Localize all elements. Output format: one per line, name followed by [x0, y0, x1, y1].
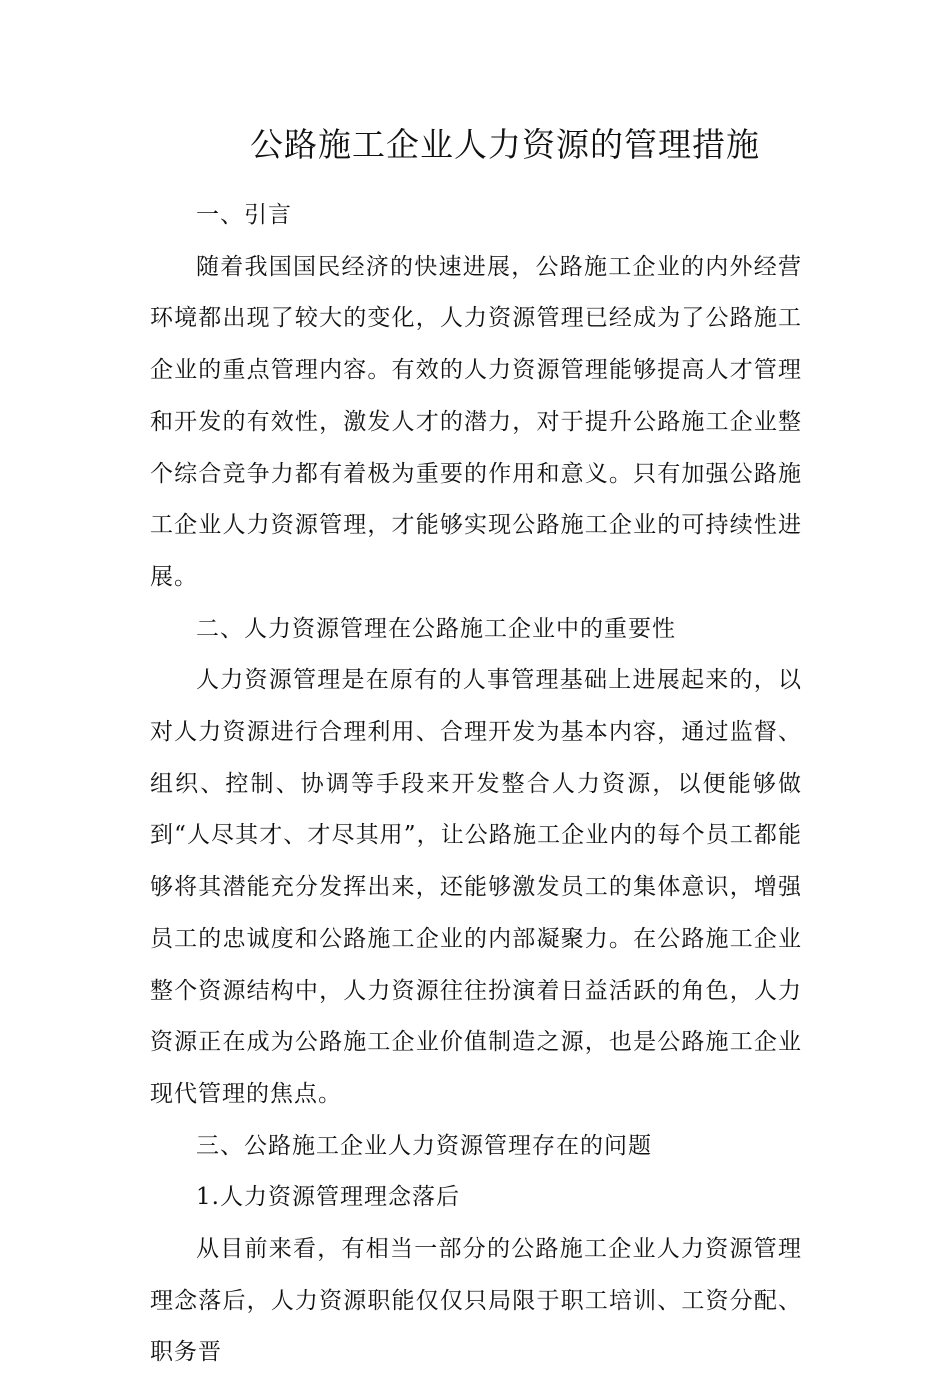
- subsection-heading-outdated-concepts: 1.人力资源管理理念落后: [196, 1184, 460, 1211]
- paragraph-importance: 人力资源管理是在原有的人事管理基础上进展起来的，以对人力资源进行合理利用、合理开发为基本内容，通过监督、组织、控制、协调等手段来开发整合人力资源，以便能够做到“人尽其才、才尽其用”，让公路施工企业内的每个员工都能够将其潜能充分发挥出来，还能够激发员工的集体意识，增强员工的忠诚度和公路施工企业的内部凝聚力。在公路施工企业整个资源结构中，人力资源往往扮演着日益活跃的角色，人力资源正在成为公路施工企业价值制造之源，也是公路施工企业现代管理的焦点。: [150, 667, 802, 1107]
- section-heading-introduction: 一、引言: [196, 202, 292, 228]
- document-body: [150, 190, 802, 1379]
- section-heading-problems: 三、公路施工企业人力资源管理存在的问题: [196, 1132, 652, 1159]
- section-heading-importance: 二、人力资源管理在公路施工企业中的重要性: [196, 615, 676, 642]
- document-title: 公路施工企业人力资源的管理措施: [250, 125, 760, 164]
- paragraph-outdated-concepts: 从目前来看，有相当一部分的公路施工企业人力资源管理理念落后，人力资源职能仅仅只局限于职工培训、工资分配、职务晋: [150, 1236, 802, 1366]
- paragraph-introduction: 随着我国国民经济的快速进展，公路施工企业的内外经营环境都出现了较大的变化，人力资源管理已经成为了公路施工企业的重点管理内容。有效的人力资源管理能够提高人才管理和开发的有效性，激发人才的潜力，对于提升公路施工企业整个综合竞争力都有着极为重要的作用和意义。只有加强公路施工企业人力资源管理，才能够实现公路施工企业的可持续性进展。: [150, 253, 802, 590]
